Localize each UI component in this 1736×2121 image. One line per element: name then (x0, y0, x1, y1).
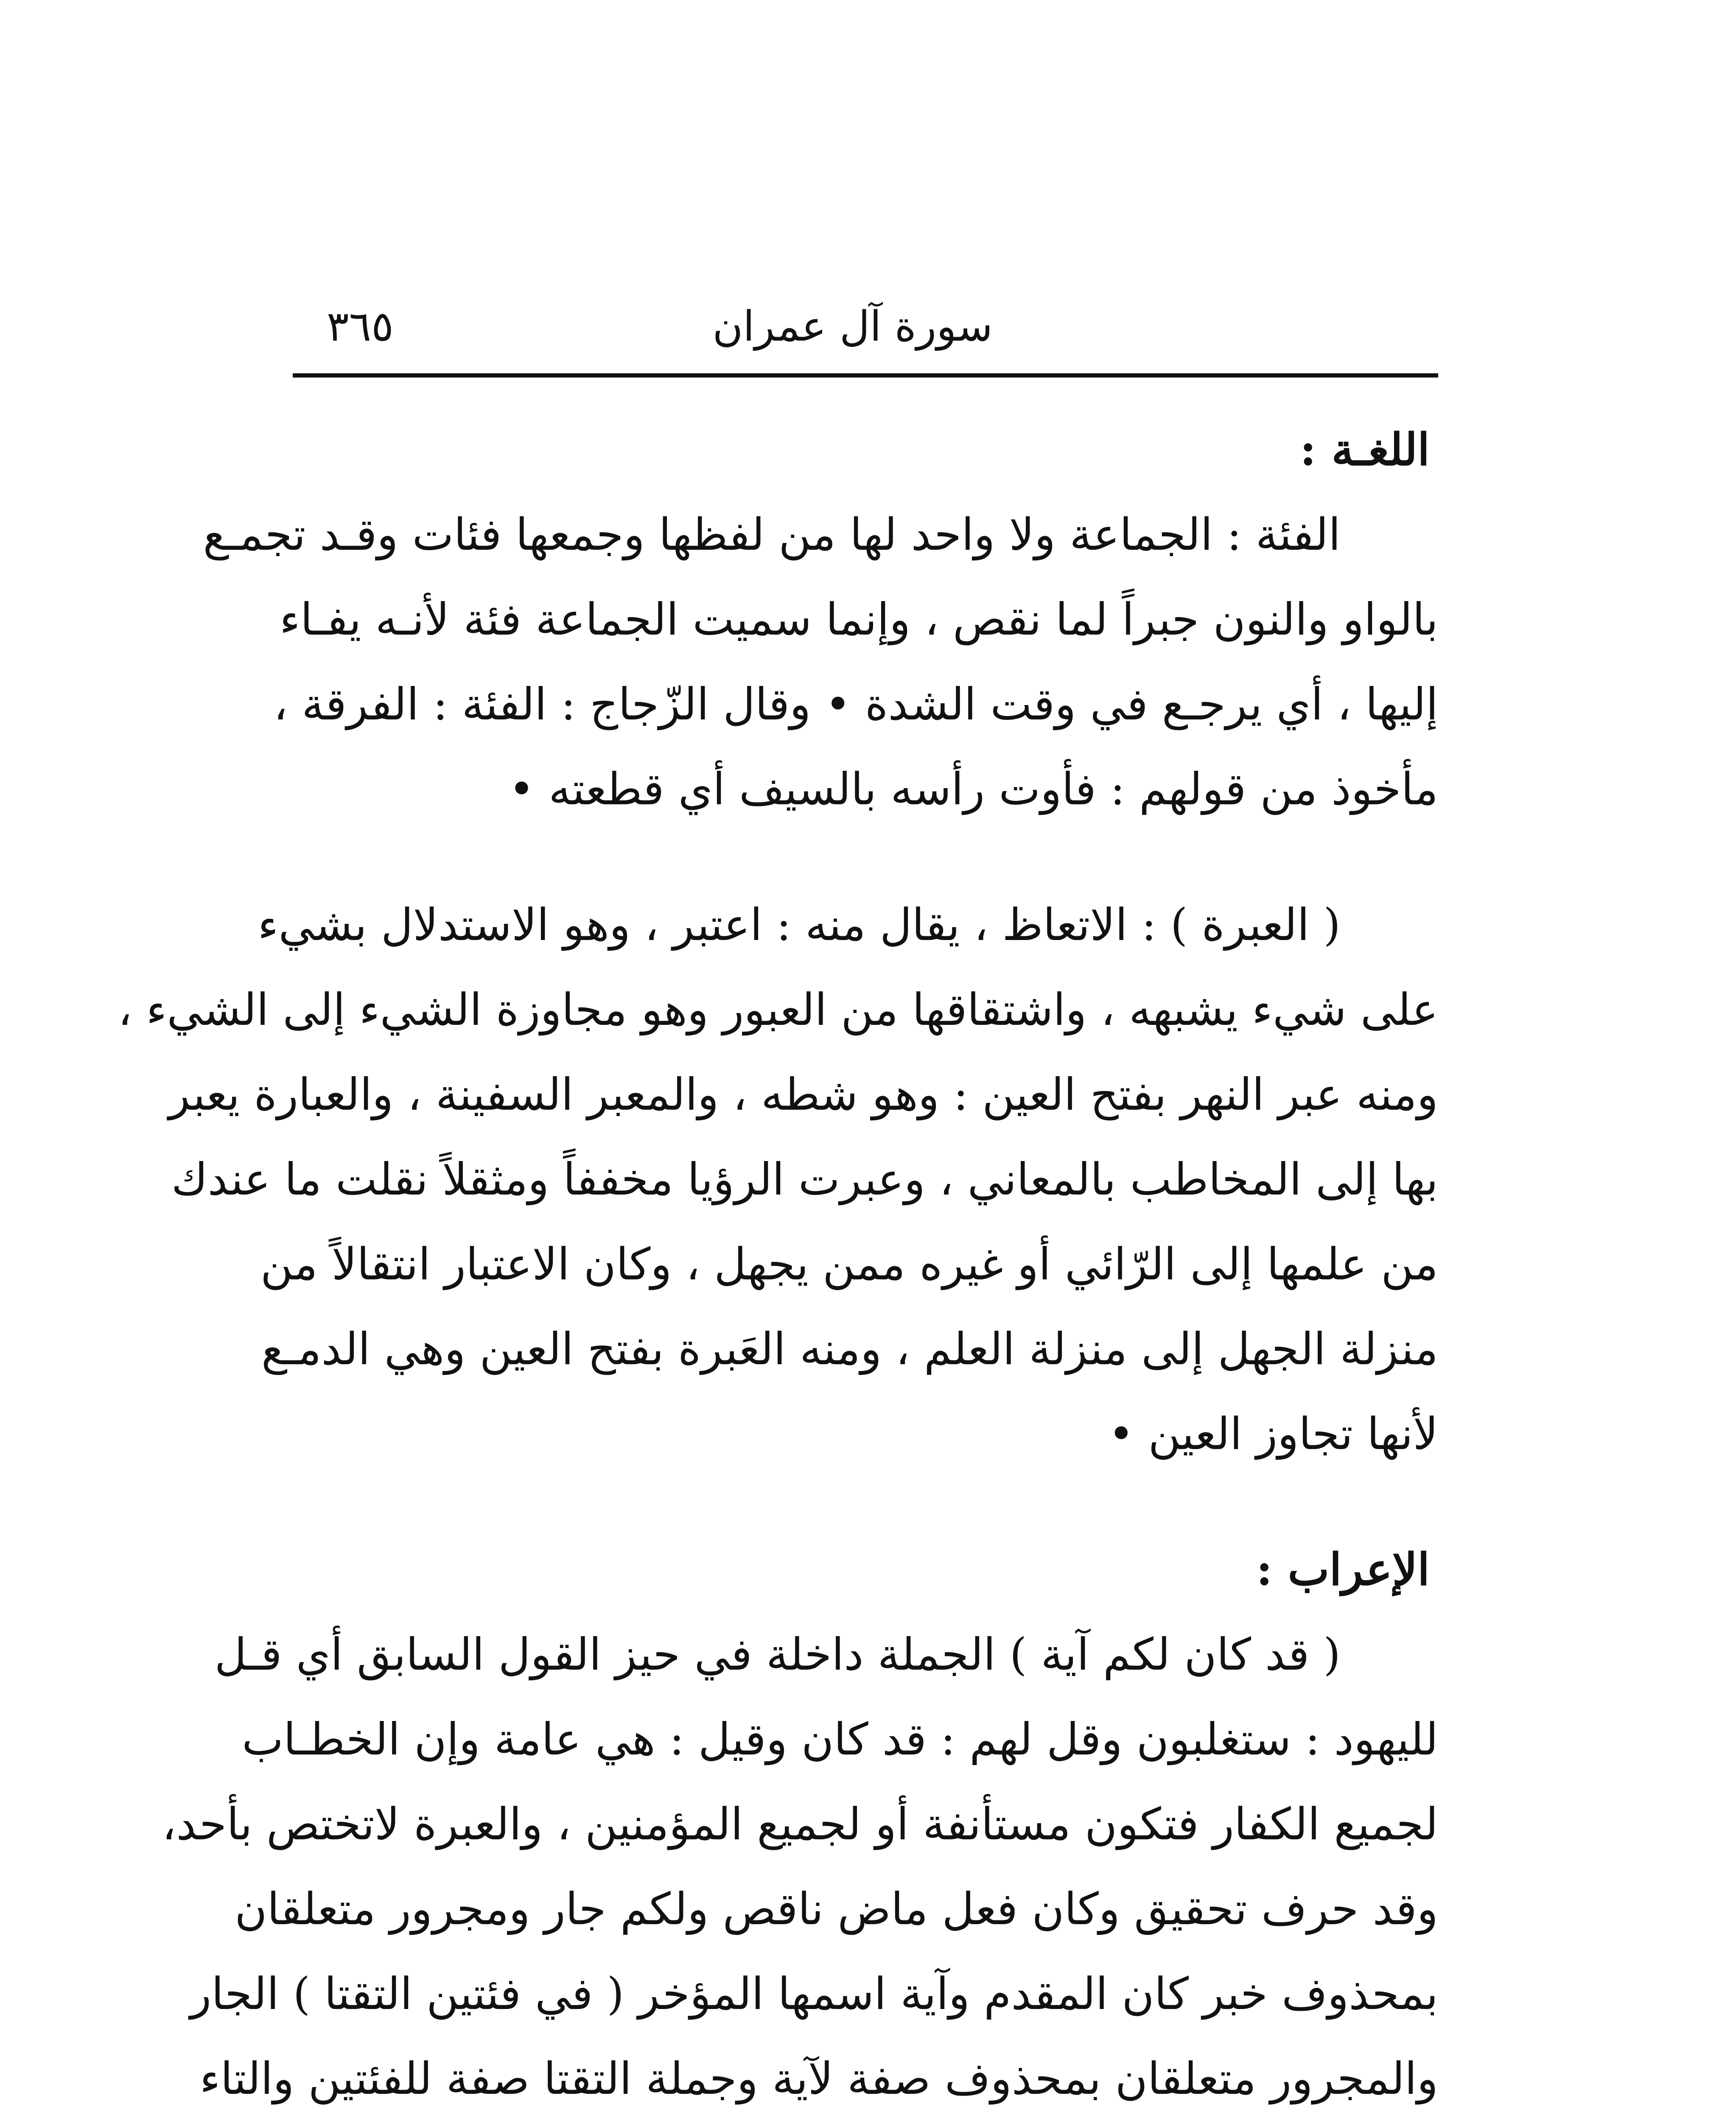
text-line: وقد حرف تحقيق وكان فعل ماض ناقص ولكم جار ومجرور متعلقان (235, 1883, 1438, 1935)
text-line: بمحذوف خبر كان المقدم وآية اسمها المؤخر ( في فئتين التقتا ) الجار (190, 1968, 1438, 2020)
text-line: لجميع الكفار فتكون مستأنفة أو لجميع المؤمنين ، والعبرة لاتختص بأحد، (162, 1798, 1438, 1850)
text-line: ( العبرة ) : الاتعاظ ، يقال منه : اعتبر ، وهو الاستدلال بشيء (258, 899, 1341, 951)
paragraph-fiah (203, 492, 1438, 831)
text-line: لليهود : ستغلبون وقل لهم : قد كان وقيل : هي عامة وإن الخطـاب (242, 1713, 1438, 1765)
text-line: ( قد كان لكم آية ) الجملة داخلة في حيز القول السابق أي قـل (214, 1629, 1341, 1680)
page-number: ٣٦٥ (327, 302, 394, 351)
page-content (118, 407, 1438, 2121)
text-line: منزلة الجهل إلى منزلة العلم ، ومنه العَبرة بفتح العين وهي الدمـع (261, 1323, 1438, 1375)
text-line: على شيء يشبهه ، واشتقاقها من العبور وهو مجاوزة الشيء إلى الشيء ، (118, 984, 1438, 1035)
paragraph-gap (293, 831, 1438, 882)
paragraph-ibrah (118, 882, 1438, 1476)
text-line: بها إلى المخاطب بالمعاني ، وعبرت الرؤيا مخففاً ومثقلاً نقلت ما عندك (171, 1153, 1438, 1205)
section-heading-lugha: اللغـة : (1299, 423, 1430, 476)
running-header (293, 297, 1438, 365)
text-line: إليها ، أي يرجـع في وقت الشدة • وقال الزّجاج : الفئة : الفرقة ، (273, 678, 1438, 730)
text-line: لأنها تجاوز العين • (1108, 1408, 1438, 1460)
text-line: الفئة : الجماعة ولا واحد لها من لفظها وجمعها فئات وقـد تجمـع (203, 509, 1341, 560)
text-line: بالواو والنون جبراً لما نقص ، وإنما سميت الجماعة فئة لأنـه يفـاء (279, 593, 1438, 645)
paragraph-irab (162, 1612, 1438, 2121)
header-divider (293, 373, 1438, 378)
text-line: من علمها إلى الرّائي أو غيره ممن يجهل ، وكان الاعتبار انتقالاً من (260, 1238, 1438, 1290)
section-gap (293, 1476, 1438, 1527)
surah-title: سورة آل عمران (712, 302, 993, 351)
text-line: مأخوذ من قولهم : فأوت رأسه بالسيف أي قطعته • (508, 763, 1438, 815)
section-heading-irab: الإعراب : (1256, 1543, 1430, 1595)
text-line: والمجرور متعلقان بمحذوف صفة لآية وجملة التقتا صفة للفئتين والتاء (199, 2053, 1438, 2104)
text-line: ومنه عبر النهر بفتح العين : وهو شطه ، والمعبر السفينة ، والعبارة يعبر (168, 1069, 1438, 1120)
